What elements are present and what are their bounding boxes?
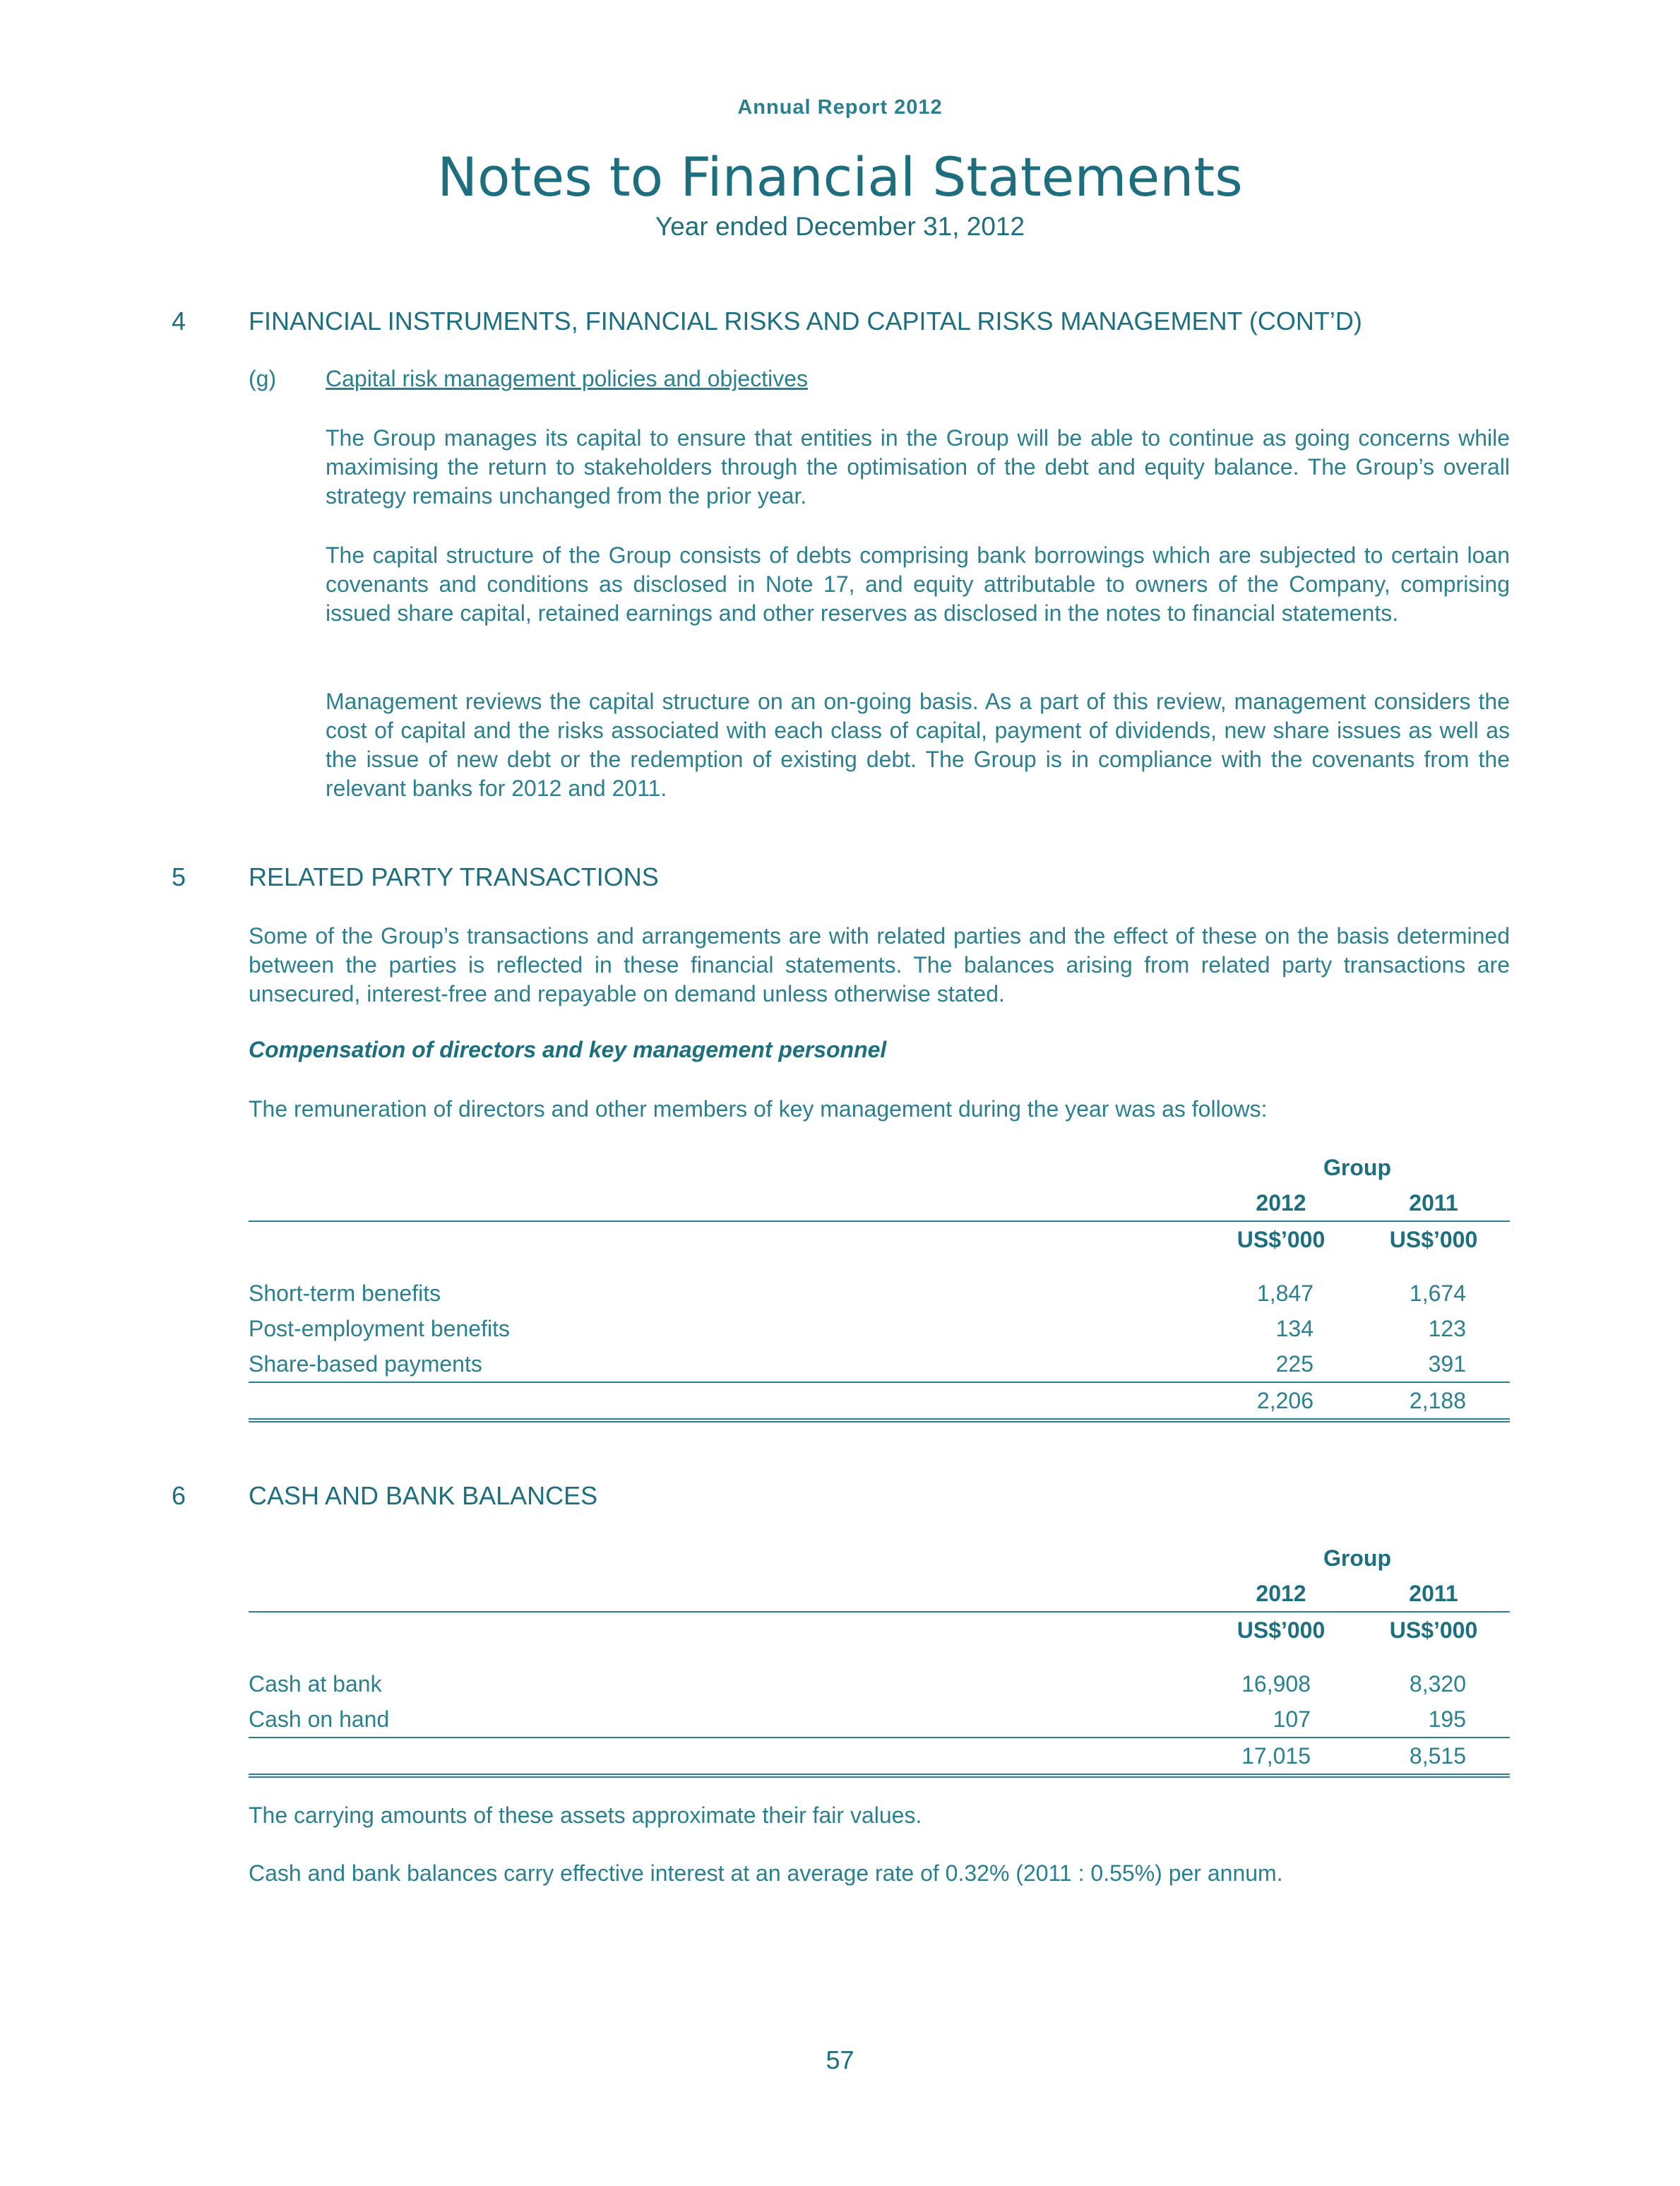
unit-2011-header: US$’000 — [1357, 1221, 1510, 1257]
row-label: Post-employment benefits — [249, 1315, 510, 1341]
group-header: Group — [1323, 1545, 1391, 1571]
value-2012: 225 — [1275, 1350, 1313, 1377]
table-row — [249, 1311, 1510, 1346]
value-2012: 134 — [1275, 1315, 1313, 1341]
value-2011: 123 — [1428, 1315, 1466, 1341]
table-spacer — [249, 1257, 1510, 1276]
value-2011: 8,320 — [1409, 1670, 1466, 1697]
value-2012: 16,908 — [1241, 1670, 1311, 1697]
section-4-paragraph-1: The Group manages its capital to ensure that entities in the Group will be able to continue as going concerns while maximising the return to stakeholders through the optimisation of the debt and equity balance. The Group’s overall strategy remains unchanged from the prior year. — [326, 425, 1510, 509]
row-label: Short-term benefits — [249, 1280, 441, 1306]
table-group-row — [249, 1540, 1510, 1576]
remuneration-table — [249, 1150, 1510, 1422]
total-2011: 8,515 — [1357, 1737, 1510, 1776]
interest-rate-note: Cash and bank balances carry effective interest at an average rate of 0.32% (2011 : 0.55%) per annum. — [249, 1860, 1283, 1886]
value-2012: 1,847 — [1256, 1280, 1313, 1306]
table-unit-row — [249, 1612, 1510, 1648]
subsection-g-label: (g) — [249, 366, 277, 391]
table-total-row — [249, 1382, 1510, 1420]
total-2011: 2,188 — [1357, 1382, 1510, 1420]
section-4-title: FINANCIAL INSTRUMENTS, FINANCIAL RISKS AND CAPITAL RISKS MANAGEMENT (CONT’D) — [249, 307, 1362, 335]
section-5-title: RELATED PARTY TRANSACTIONS — [249, 862, 659, 891]
section-4-paragraph-2: The capital structure of the Group consists of debts comprising bank borrowings which are subjected to certain loan covenants and conditions as disclosed in Note 17, and equity attributable to owners of the Company, comprising issued share capital, retained earnings and other reserves as disclosed in the notes to financial statements. — [326, 542, 1510, 626]
row-label: Cash on hand — [249, 1706, 390, 1732]
section-6-number: 6 — [172, 1481, 186, 1510]
row-label: Share-based payments — [249, 1350, 482, 1377]
section-4-paragraph-3: Management reviews the capital structure on an on-going basis. As a part of this review, management considers the cost of capital and the risks associated with each class of capital, payment of dividends, new share issues as well as the issue of new debt or the redemption of existing debt. The Group is in compliance with the covenants from the relevant banks for 2012 and 2011. — [326, 689, 1510, 801]
subsection-g-heading: Capital risk management policies and objectives — [326, 366, 809, 391]
table-spacer — [249, 1648, 1510, 1666]
year-2012-header: 2012 — [1256, 1580, 1306, 1606]
compensation-heading: Compensation of directors and key management personnel — [249, 1037, 887, 1062]
section-5-paragraph: Some of the Group’s transactions and arrangements are with related parties and the effect of these on the basis determined between the parties is reflected in these financial statements. The balances arising from related party transactions are unsecured, interest-free and repayable on demand unless otherwise stated. — [249, 923, 1510, 1006]
table-total-row — [249, 1737, 1510, 1776]
total-2012: 17,015 — [1205, 1737, 1357, 1776]
table-group-row — [249, 1150, 1510, 1185]
value-2011: 195 — [1428, 1706, 1466, 1732]
table-row — [249, 1346, 1510, 1382]
page-number: 57 — [826, 2045, 854, 2074]
fair-value-note: The carrying amounts of these assets approximate their fair values. — [249, 1802, 922, 1828]
section-4-number: 4 — [172, 307, 186, 335]
table-row — [249, 1666, 1510, 1701]
cash-balances-table — [249, 1540, 1510, 1778]
table-year-row — [249, 1576, 1510, 1612]
value-2011: 391 — [1428, 1350, 1466, 1377]
year-2011-header: 2011 — [1409, 1189, 1458, 1216]
unit-2012-header: US$’000 — [1205, 1612, 1357, 1648]
unit-2012-header: US$’000 — [1205, 1221, 1357, 1257]
section-5-number: 5 — [172, 862, 186, 891]
running-head: Annual Report 2012 — [737, 96, 943, 119]
year-2011-header: 2011 — [1409, 1580, 1458, 1606]
table-row — [249, 1276, 1510, 1311]
unit-2011-header: US$’000 — [1357, 1612, 1510, 1648]
page-title: Notes to Financial Statements — [437, 145, 1243, 208]
section-6-title: CASH AND BANK BALANCES — [249, 1481, 598, 1510]
value-2012: 107 — [1273, 1706, 1311, 1732]
table-year-row — [249, 1185, 1510, 1221]
value-2011: 1,674 — [1409, 1280, 1466, 1306]
total-2012: 2,206 — [1205, 1382, 1357, 1420]
group-header: Group — [1323, 1154, 1391, 1180]
year-2012-header: 2012 — [1256, 1189, 1306, 1216]
row-label: Cash at bank — [249, 1670, 382, 1697]
table-row — [249, 1701, 1510, 1737]
page-subtitle: Year ended December 31, 2012 — [655, 212, 1025, 241]
remuneration-intro: The remuneration of directors and other members of key management during the year was as follows: — [249, 1096, 1268, 1122]
table-unit-row — [249, 1221, 1510, 1257]
